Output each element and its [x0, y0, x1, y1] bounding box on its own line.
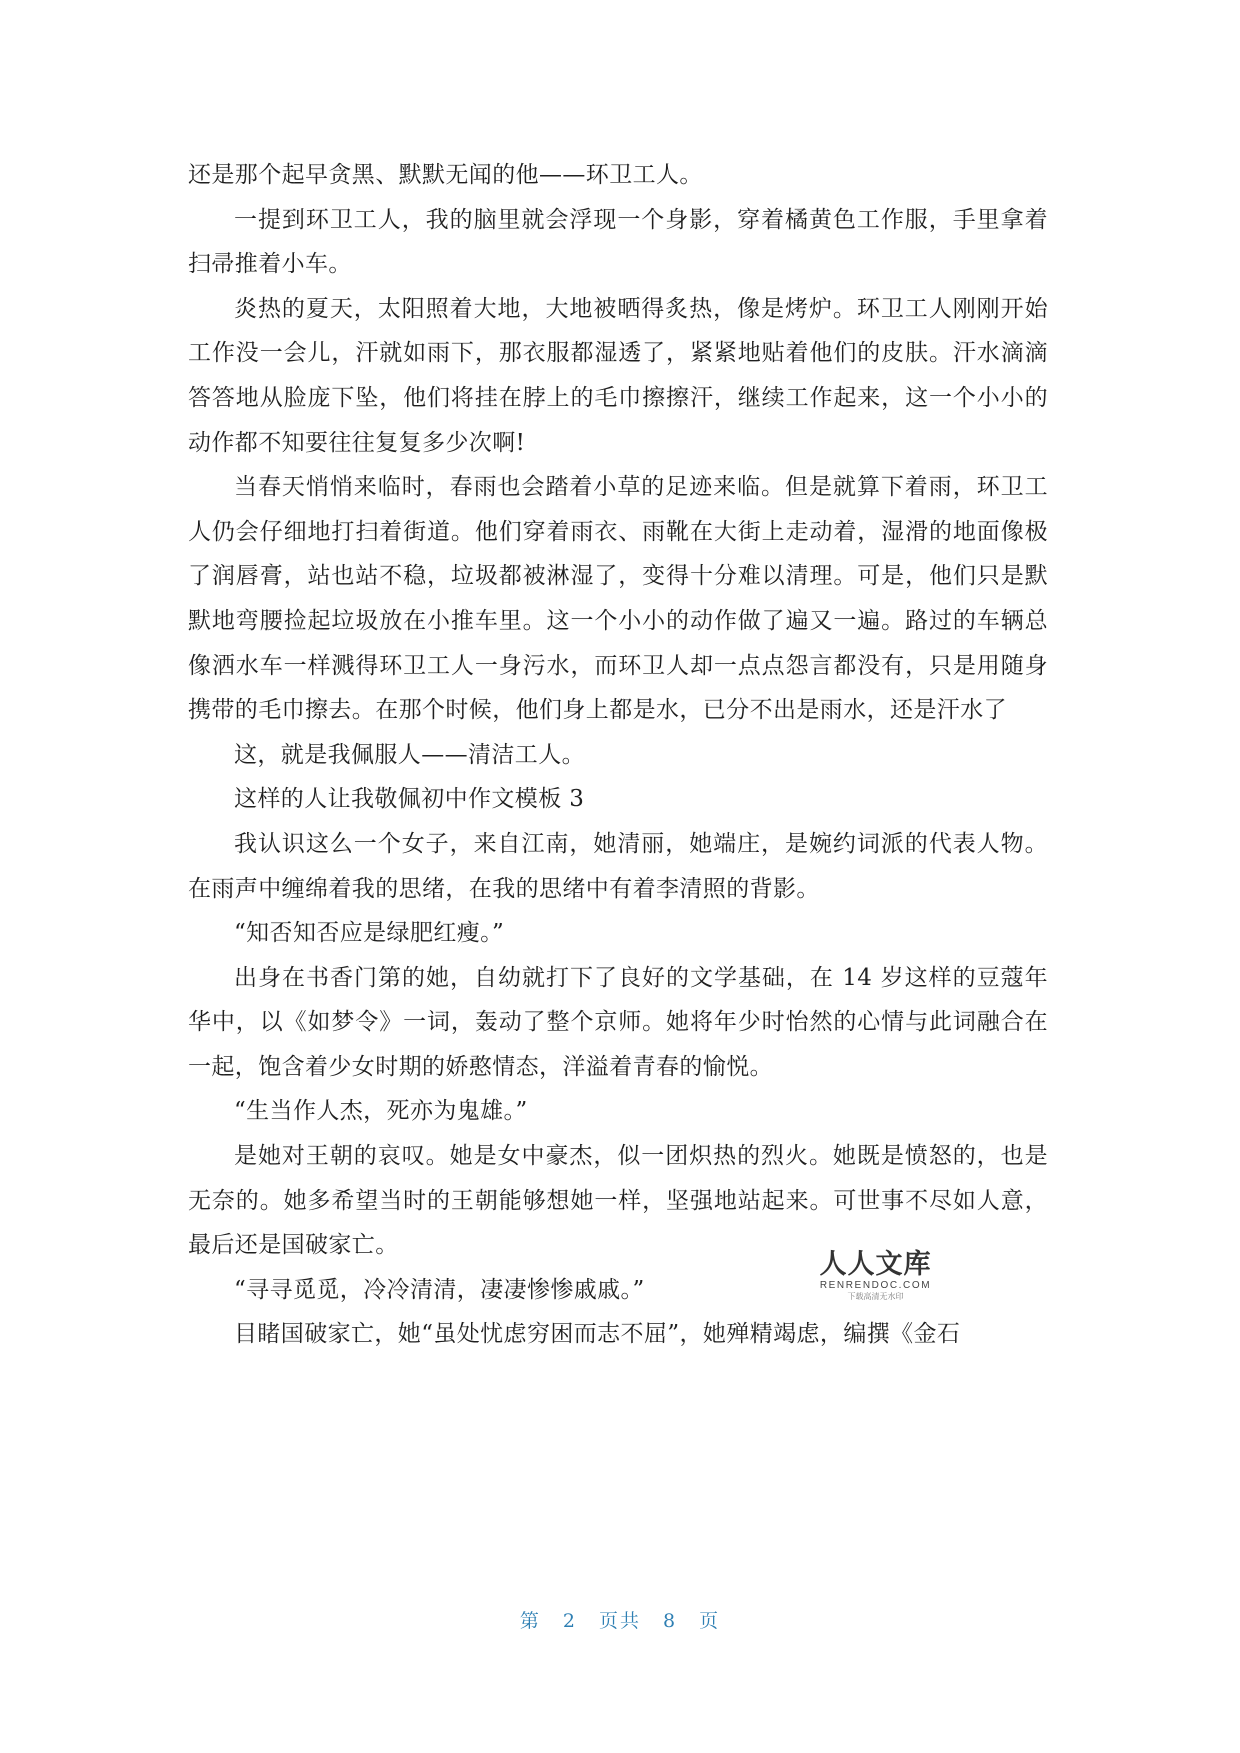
paragraph-13: 目睹国破家亡，她“虽处忧虑穷困而志不屈”，她殚精竭虑，编撰《金石 [234, 1321, 961, 1348]
paragraph-1: 还是那个起早贪黑、默默无闻的他——环卫工人。 [188, 162, 703, 188]
paragraph-2: 一提到环卫工人，我的脑里就会浮现一个身影，穿着橘黄色工作服，手里拿着扫帚推着小车。 [188, 206, 1048, 278]
watermark-domain: RENRENDOC.COM [819, 1280, 932, 1291]
watermark-slogan: 下载高清无水印 [847, 1292, 904, 1301]
paragraph-7: 我认识这么一个女子，来自江南，她清丽，她端庄，是婉约词派的代表人物。在雨声中缠绵着我的思绪，在我的思绪中有着李清照的背影。 [188, 830, 1048, 902]
page-number-footer: 第 2 页共 8 页 [519, 1610, 721, 1632]
paragraph-9: 出身在书香门第的她，自幼就打下了良好的文学基础，在 14 岁这样的豆蔻年华中，以《如梦令》一词，轰动了整个京师。她将年少时怡然的心情与此词融合在一起，饱含着少女时期的娇憨情态，洋溢着青春的愉悦。 [188, 964, 1048, 1080]
section-heading: 这样的人让我敬佩初中作文模板 3 [234, 786, 585, 813]
paragraph-4: 当春天悄悄来临时，春雨也会踏着小草的足迹来临。但是就算下着雨，环卫工人仍会仔细地打扫着街道。他们穿着雨衣、雨靴在大街上走动着，湿滑的地面像极了润唇膏，站也站不稳，垃圾都被淋湿了，变得十分难以清理。可是，他们只是默默地弯腰捡起垃圾放在小推车里。这一个小小的动作做了遍又一遍。路过的车辆总像洒水车一样溅得环卫工人一身污水，而环卫人却一点点怨言都没有，只是用随身携带的毛巾擦去。在那个时候，他们身上都是水，已分不出是雨水，还是汗水了 [188, 474, 1048, 724]
quote-2: “生当作人杰，死亦为鬼雄。” [234, 1098, 528, 1125]
quote-3: “寻寻觅觅，冷冷清清，凄凄惨惨戚戚。” [234, 1276, 645, 1303]
paragraph-3: 炎热的夏天，太阳照着大地，大地被晒得炙热，像是烤炉。环卫工人刚刚开始工作没一会儿，汗就如雨下，那衣服都湿透了，紧紧地贴着他们的皮肤。汗水滴滴答答地从脸庞下坠，他们将挂在脖上的毛巾擦擦汗，继续工作起来，这一个小小的动作都不知要往往复复多少次啊! [188, 295, 1048, 456]
paragraph-5: 这，就是我佩服人——清洁工人。 [234, 741, 585, 768]
watermark-title: 人人文库 [819, 1249, 932, 1280]
paragraph-11: 是她对王朝的哀叹。她是女中豪杰，似一团炽热的烈火。她既是愤怒的，也是无奈的。她多希望当时的王朝能够想她一样，坚强地站起来。可世事不尽如人意，最后还是国破家亡。 [188, 1143, 1048, 1259]
quote-1: “知否知否应是绿肥红瘦。” [234, 920, 505, 947]
document-body [188, 153, 1048, 1357]
